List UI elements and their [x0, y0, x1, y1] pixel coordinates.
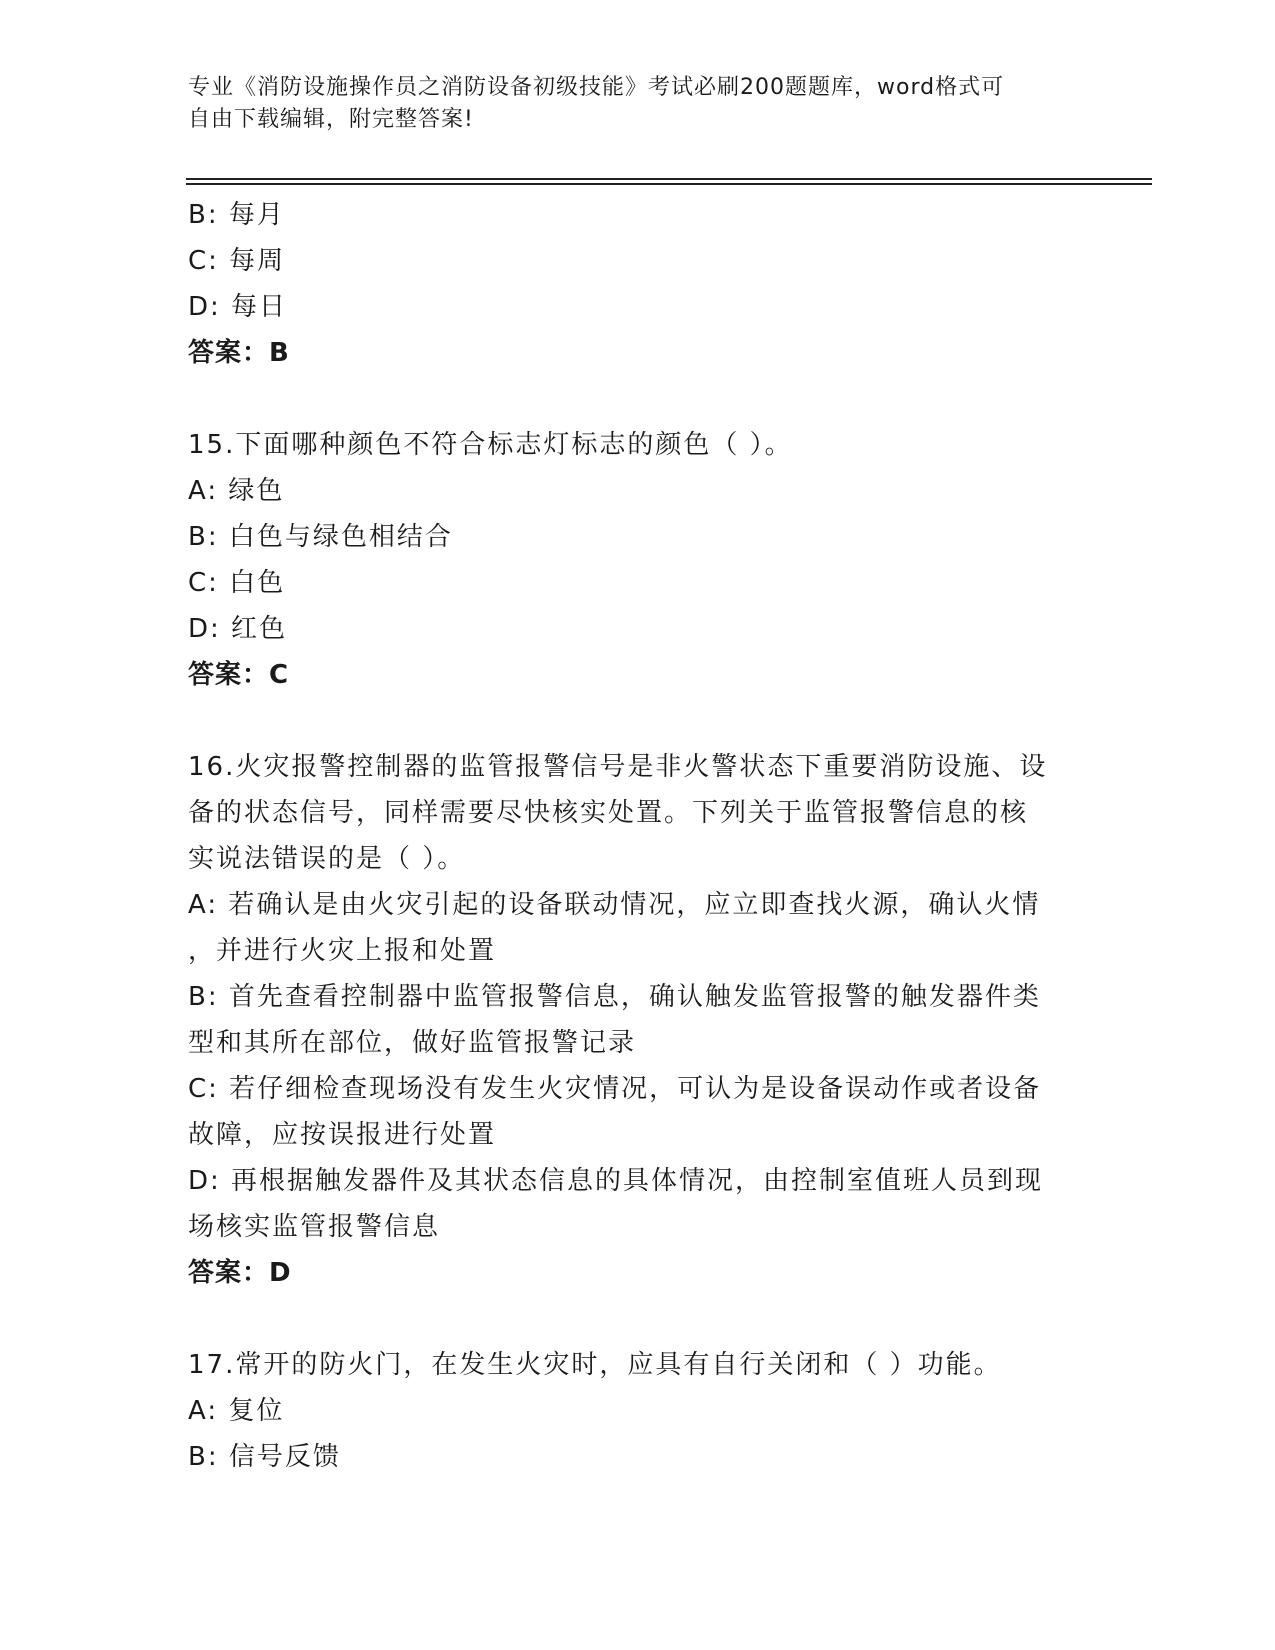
- header-line-1: 专业《消防设施操作员之消防设备初级技能》考试必刷200题题库，word格式可: [188, 75, 1005, 100]
- q16-question-line: 16.火灾报警控制器的监管报警信号是非火警状态下重要消防设施、设: [188, 752, 1048, 782]
- q14-option-c: C: 每周: [188, 246, 286, 276]
- question-15: [188, 422, 1088, 698]
- q15-question: 15.下面哪种颜色不符合标志灯标志的颜色（ ）。: [188, 430, 793, 460]
- q15-answer: 答案：C: [188, 660, 290, 690]
- q17-question: 17.常开的防火门，在发生火灾时，应具有自行关闭和（ ）功能。: [188, 1350, 1002, 1380]
- header-line-2: 自由下载编辑，附完整答案!: [188, 107, 474, 132]
- q16-option-d-line: 场核实监管报警信息: [188, 1212, 441, 1242]
- q16-option-a-line: A: 若确认是由火灾引起的设备联动情况，应立即查找火源，确认火情: [188, 890, 1041, 920]
- q16-question-line: 实说法错误的是（ ）。: [188, 844, 466, 874]
- question-17: [188, 1342, 1088, 1480]
- question-16: [188, 744, 1088, 1296]
- spacer: [188, 376, 1088, 422]
- q16-question-line: 备的状态信号，同样需要尽快核实处置。下列关于监管报警信息的核: [188, 798, 1029, 828]
- spacer: [188, 698, 1088, 744]
- spacer: [188, 1296, 1088, 1342]
- q14-option-d: D: 每日: [188, 292, 288, 322]
- q16-option-d-line: D: 再根据触发器件及其状态信息的具体情况，由控制室值班人员到现: [188, 1166, 1044, 1196]
- q16-option-b-line: B: 首先查看控制器中监管报警信息，确认触发监管报警的触发器件类: [188, 982, 1041, 1012]
- q16-option-c-line: C: 若仔细检查现场没有发生火灾情况，可认为是设备误动作或者设备: [188, 1074, 1042, 1104]
- document-header: [188, 72, 1068, 136]
- question-content: [188, 192, 1088, 1480]
- q17-option-b: B: 信号反馈: [188, 1442, 341, 1472]
- q15-option-a: A: 绿色: [188, 476, 285, 506]
- header-divider-top: [186, 178, 1152, 180]
- q15-option-d: D: 红色: [188, 614, 288, 644]
- q16-option-c-line: 故障，应按误报进行处置: [188, 1120, 497, 1150]
- q14-answer: 答案：B: [188, 338, 290, 368]
- header-divider-bottom: [186, 183, 1152, 185]
- q14-option-b: B: 每月: [188, 200, 285, 230]
- q17-option-a: A: 复位: [188, 1396, 285, 1426]
- q15-option-b: B: 白色与绿色相结合: [188, 522, 453, 552]
- q16-option-a-line: ，并进行火灾上报和处置: [188, 936, 497, 966]
- q16-answer: 答案：D: [188, 1258, 292, 1288]
- q16-option-b-line: 型和其所在部位，做好监管报警记录: [188, 1028, 637, 1058]
- q15-option-c: C: 白色: [188, 568, 286, 598]
- question-14: [188, 192, 1088, 376]
